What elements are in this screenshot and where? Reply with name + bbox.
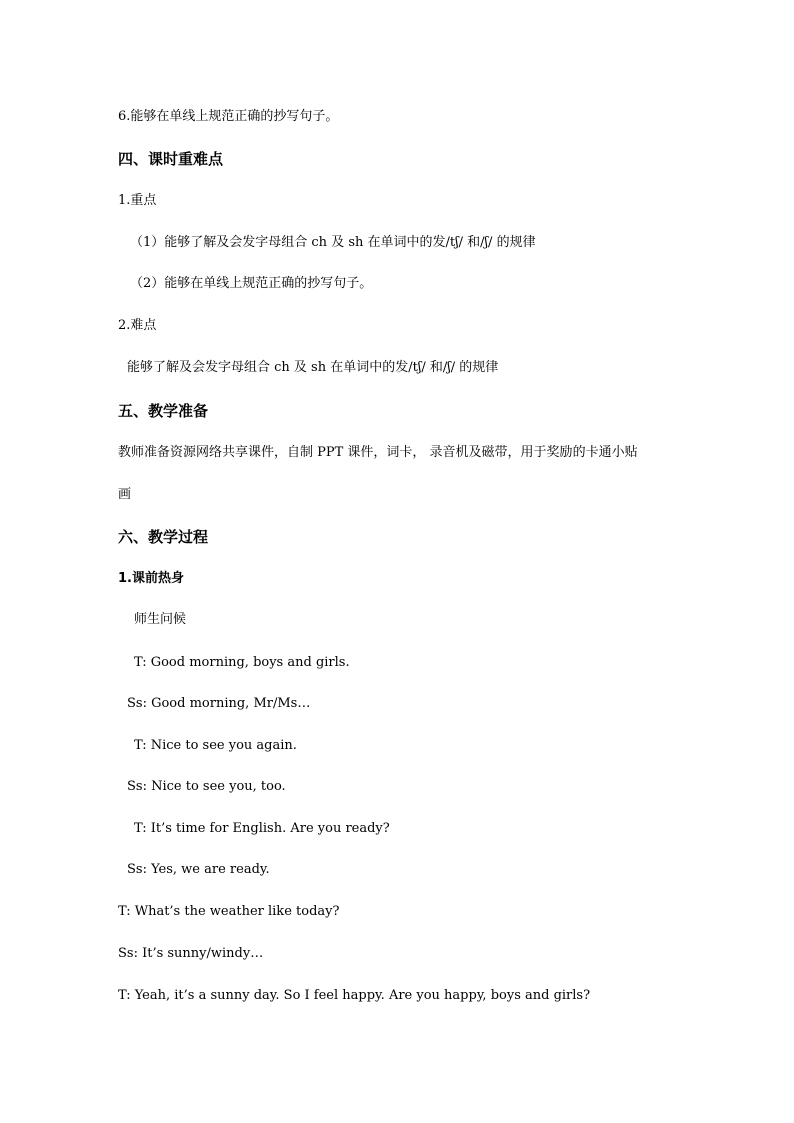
dialog-line-6: Ss: Yes, we are ready. [127,862,270,877]
preparation-text-line-2: 画 [118,487,132,502]
dialog-line-8: Ss: It’s sunny/windy… [118,946,264,961]
dialog-line-3: T: Nice to see you again. [134,738,297,753]
dialog-line-9: T: Yeah, it’s a sunny day. So I feel happy. Are you happy, boys and girls? [118,988,591,1003]
section-4-title: 四、课时重难点 [118,150,224,168]
section-5-title: 五、教学准备 [118,402,209,420]
objective-item-6: 6.能够在单线上规范正确的抄写句子。 [118,109,339,124]
dialog-line-1: T: Good morning, boys and girls. [134,655,350,670]
difficulty-1: 能够了解及会发字母组合 ch 及 sh 在单词中的发/tʃ/ 和/ʃ/ 的规律 [127,360,499,375]
dialog-line-4: Ss: Nice to see you, too. [127,779,286,794]
step-1-title: 1.课前热身 [118,571,184,586]
key-point-1: （1）能够了解及会发字母组合 ch 及 sh 在单词中的发/tʃ/ 和/ʃ/ 的规律 [130,235,536,250]
difficulties-title: 2.难点 [118,318,157,333]
dialog-line-5: T: It’s time for English. Are you ready? [134,821,390,836]
dialog-line-7: T: What’s the weather like today? [118,904,340,919]
dialog-line-2: Ss: Good morning, Mr/Ms… [127,696,311,711]
section-6-title: 六、教学过程 [118,528,209,546]
key-points-title: 1.重点 [118,193,157,208]
key-point-2: （2）能够在单线上规范正确的抄写句子。 [130,276,373,291]
preparation-text-line-1: 教师准备资源网络共享课件，自制 PPT 课件，词卡， 录音机及磁带，用于奖励的卡通小贴 [118,445,638,460]
greeting-label: 师生问候 [134,612,187,627]
